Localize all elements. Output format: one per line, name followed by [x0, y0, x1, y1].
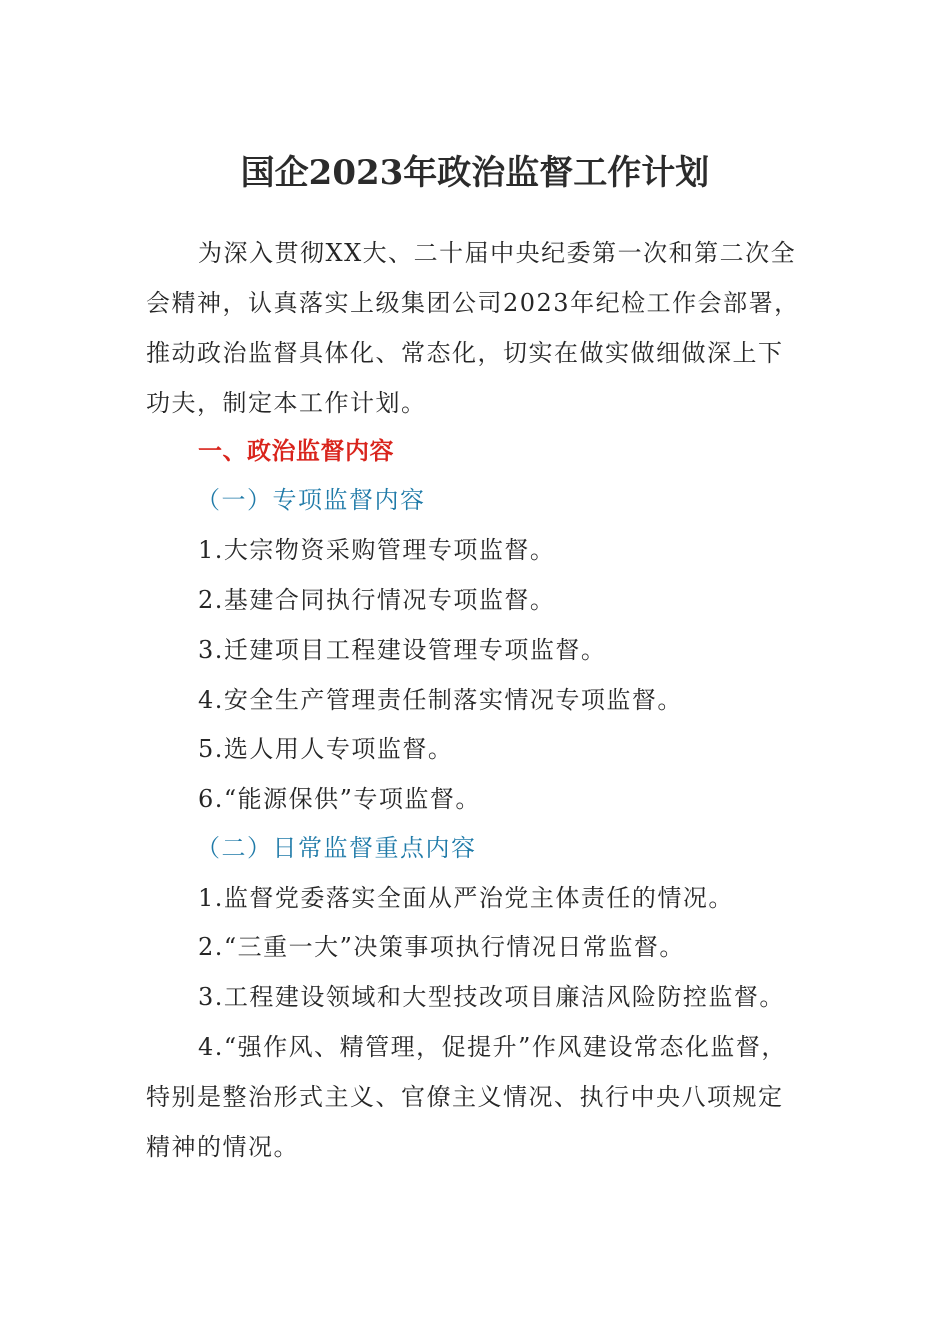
- list-item: 2.基建合同执行情况专项监督。: [198, 586, 556, 614]
- list-item: 2.“三重一大”决策事项执行情况日常监督。: [198, 933, 685, 961]
- list-item: 4.安全生产管理责任制落实情况专项监督。: [198, 686, 683, 714]
- list-item: 6.“能源保供”专项监督。: [198, 785, 481, 813]
- list-item-wrapped: 4.“强作风、精管理，促提升”作风建设常态化监督，特别是整治形式主义、官僚主义情况、执行中央八项规定精神的情况。: [146, 1033, 787, 1161]
- list-item: 3.迁建项目工程建设管理专项监督。: [198, 636, 607, 664]
- list-item: 1.监督党委落实全面从严治党主体责任的情况。: [198, 884, 734, 912]
- subsection-heading-daily-supervision: （二）日常监督重点内容: [196, 834, 477, 862]
- subsection-heading-special-supervision: （一）专项监督内容: [196, 486, 426, 514]
- document-title: 国企2023年政治监督工作计划: [240, 153, 710, 193]
- list-item: 3.工程建设领域和大型技改项目廉洁风险防控监督。: [198, 983, 785, 1011]
- list-item: 1.大宗物资采购管理专项监督。: [198, 536, 556, 564]
- intro-paragraph: 为深入贯彻XX大、二十届中央纪委第一次和第二次全会精神，认真落实上级集团公司2023年纪检工作会部署，推动政治监督具体化、常态化，切实在做实做细做深上下功夫，制定本工作计划。: [146, 239, 800, 417]
- section-heading-political-supervision: 一、政治监督内容: [198, 437, 394, 465]
- list-item: 5.选人用人专项监督。: [198, 735, 454, 763]
